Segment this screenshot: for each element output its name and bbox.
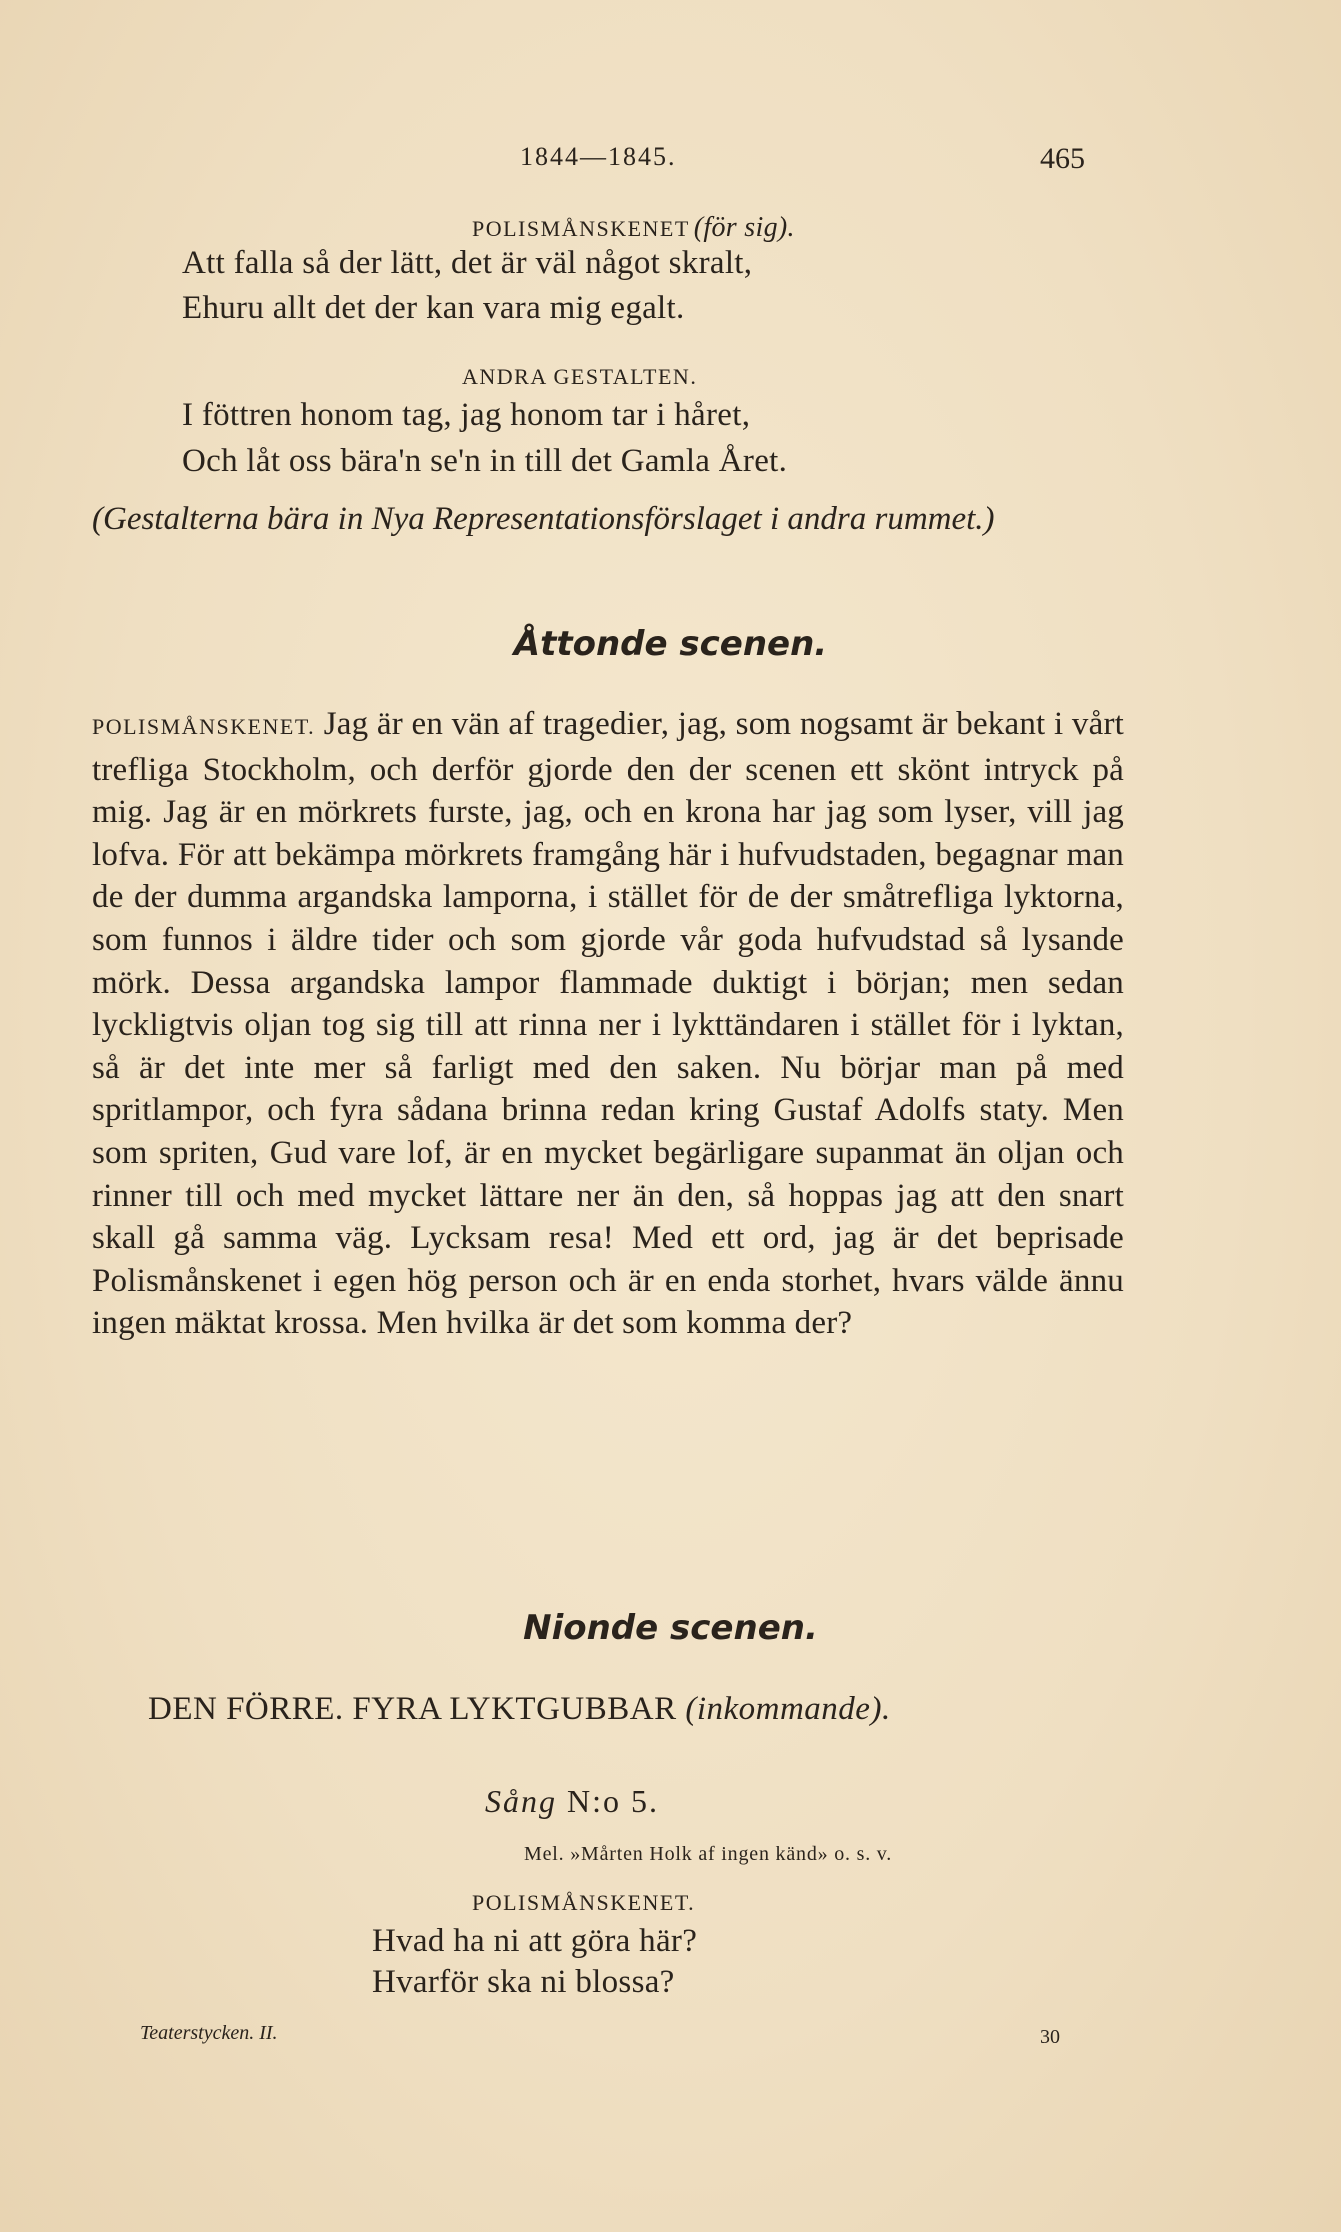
song-number: N:o 5. (567, 1783, 659, 1819)
melody-note: Mel. »Mårten Holk af ingen känd» o. s. v. (524, 1843, 893, 1865)
cast-aside: (inkommande). (685, 1691, 891, 1727)
speaker-name: POLISMÅNSKENET (472, 216, 690, 241)
verse-line: Hvad ha ni att göra här? (372, 1923, 698, 1959)
verse-line: I föttren honom tag, jag honom tar i håret, (182, 397, 751, 433)
cast-line (148, 1691, 891, 1728)
verse-line: Och låt oss bära'n se'n in till det Gamla Året. (182, 443, 788, 479)
scene-heading: Åttonde scenen. (513, 624, 828, 664)
verse-line: Ehuru allt det der kan vara mig egalt. (182, 290, 685, 326)
verse-line: Hvarför ska ni blossa? (372, 1964, 675, 2000)
song-title (485, 1783, 659, 1820)
page-number: 465 (1040, 142, 1085, 175)
scene-heading: Nionde scenen. (523, 1608, 818, 1648)
running-head (0, 142, 1341, 182)
speaker-name: POLISMÅNSKENET. (472, 1890, 696, 1915)
signature-mark: 30 (1040, 2026, 1060, 2048)
stage-direction: (Gestalterna bära in Nya Representationsförslaget i andra rummet.) (92, 501, 995, 537)
speaker-heading (472, 212, 795, 244)
speech-paragraph (92, 703, 1124, 1345)
cast-names: DEN FÖRRE. FYRA LYKTGUBBAR (148, 1691, 677, 1727)
speech-text: Jag är en vän af tragedier, jag, som nogsamt är bekant i vårt trefliga Stockholm, och derför gjorde den der scenen ett skönt intryck på mig. Jag är en mörkrets furste, jag, och en krona har jag som lyser, vill jag lofva. För att bekämpa mörkrets framgång här i hufvudstaden, begagnar man de der dumma argandska lamporna, i stället för de der småtrefliga lyktorna, som funnos i äldre tider och som gjorde vår goda hufvudstad så lysande mörk. Dessa argandska lampor flammade duktigt i början; men sedan lyckligtvis oljan tog sig till att rinna ner i lykttändaren i stället för i lyktan, så är det inte mer så farligt med den saken. Nu börjar man på med spritlampor, och fyra sådana brinna redan kring Gustaf Adolfs staty. Men som spriten, Gud vare lof, är en mycket begärligare supanmat än oljan och rinner till och med mycket lättare ner än den, så hoppas jag att den snart skall gå samma väg. Lycksam resa! Med ett ord, jag är det beprisade Polismånskenet i egen hög person och är en enda storhet, hvars välde ännu ingen mäktat krossa. Men hvilka är det som komma der? (92, 706, 1125, 1342)
speaker-name: POLISMÅNSKENET. (92, 714, 316, 739)
song-label: Sång (485, 1783, 557, 1819)
speaker-aside: (för sig). (693, 212, 795, 243)
book-title-footer: Teaterstycken. II. (140, 2022, 278, 2044)
header-years: 1844—1845. (520, 142, 677, 171)
verse-line: Att falla så der lätt, det är väl något skralt, (182, 245, 753, 281)
speaker-name: ANDRA GESTALTEN. (462, 364, 698, 389)
